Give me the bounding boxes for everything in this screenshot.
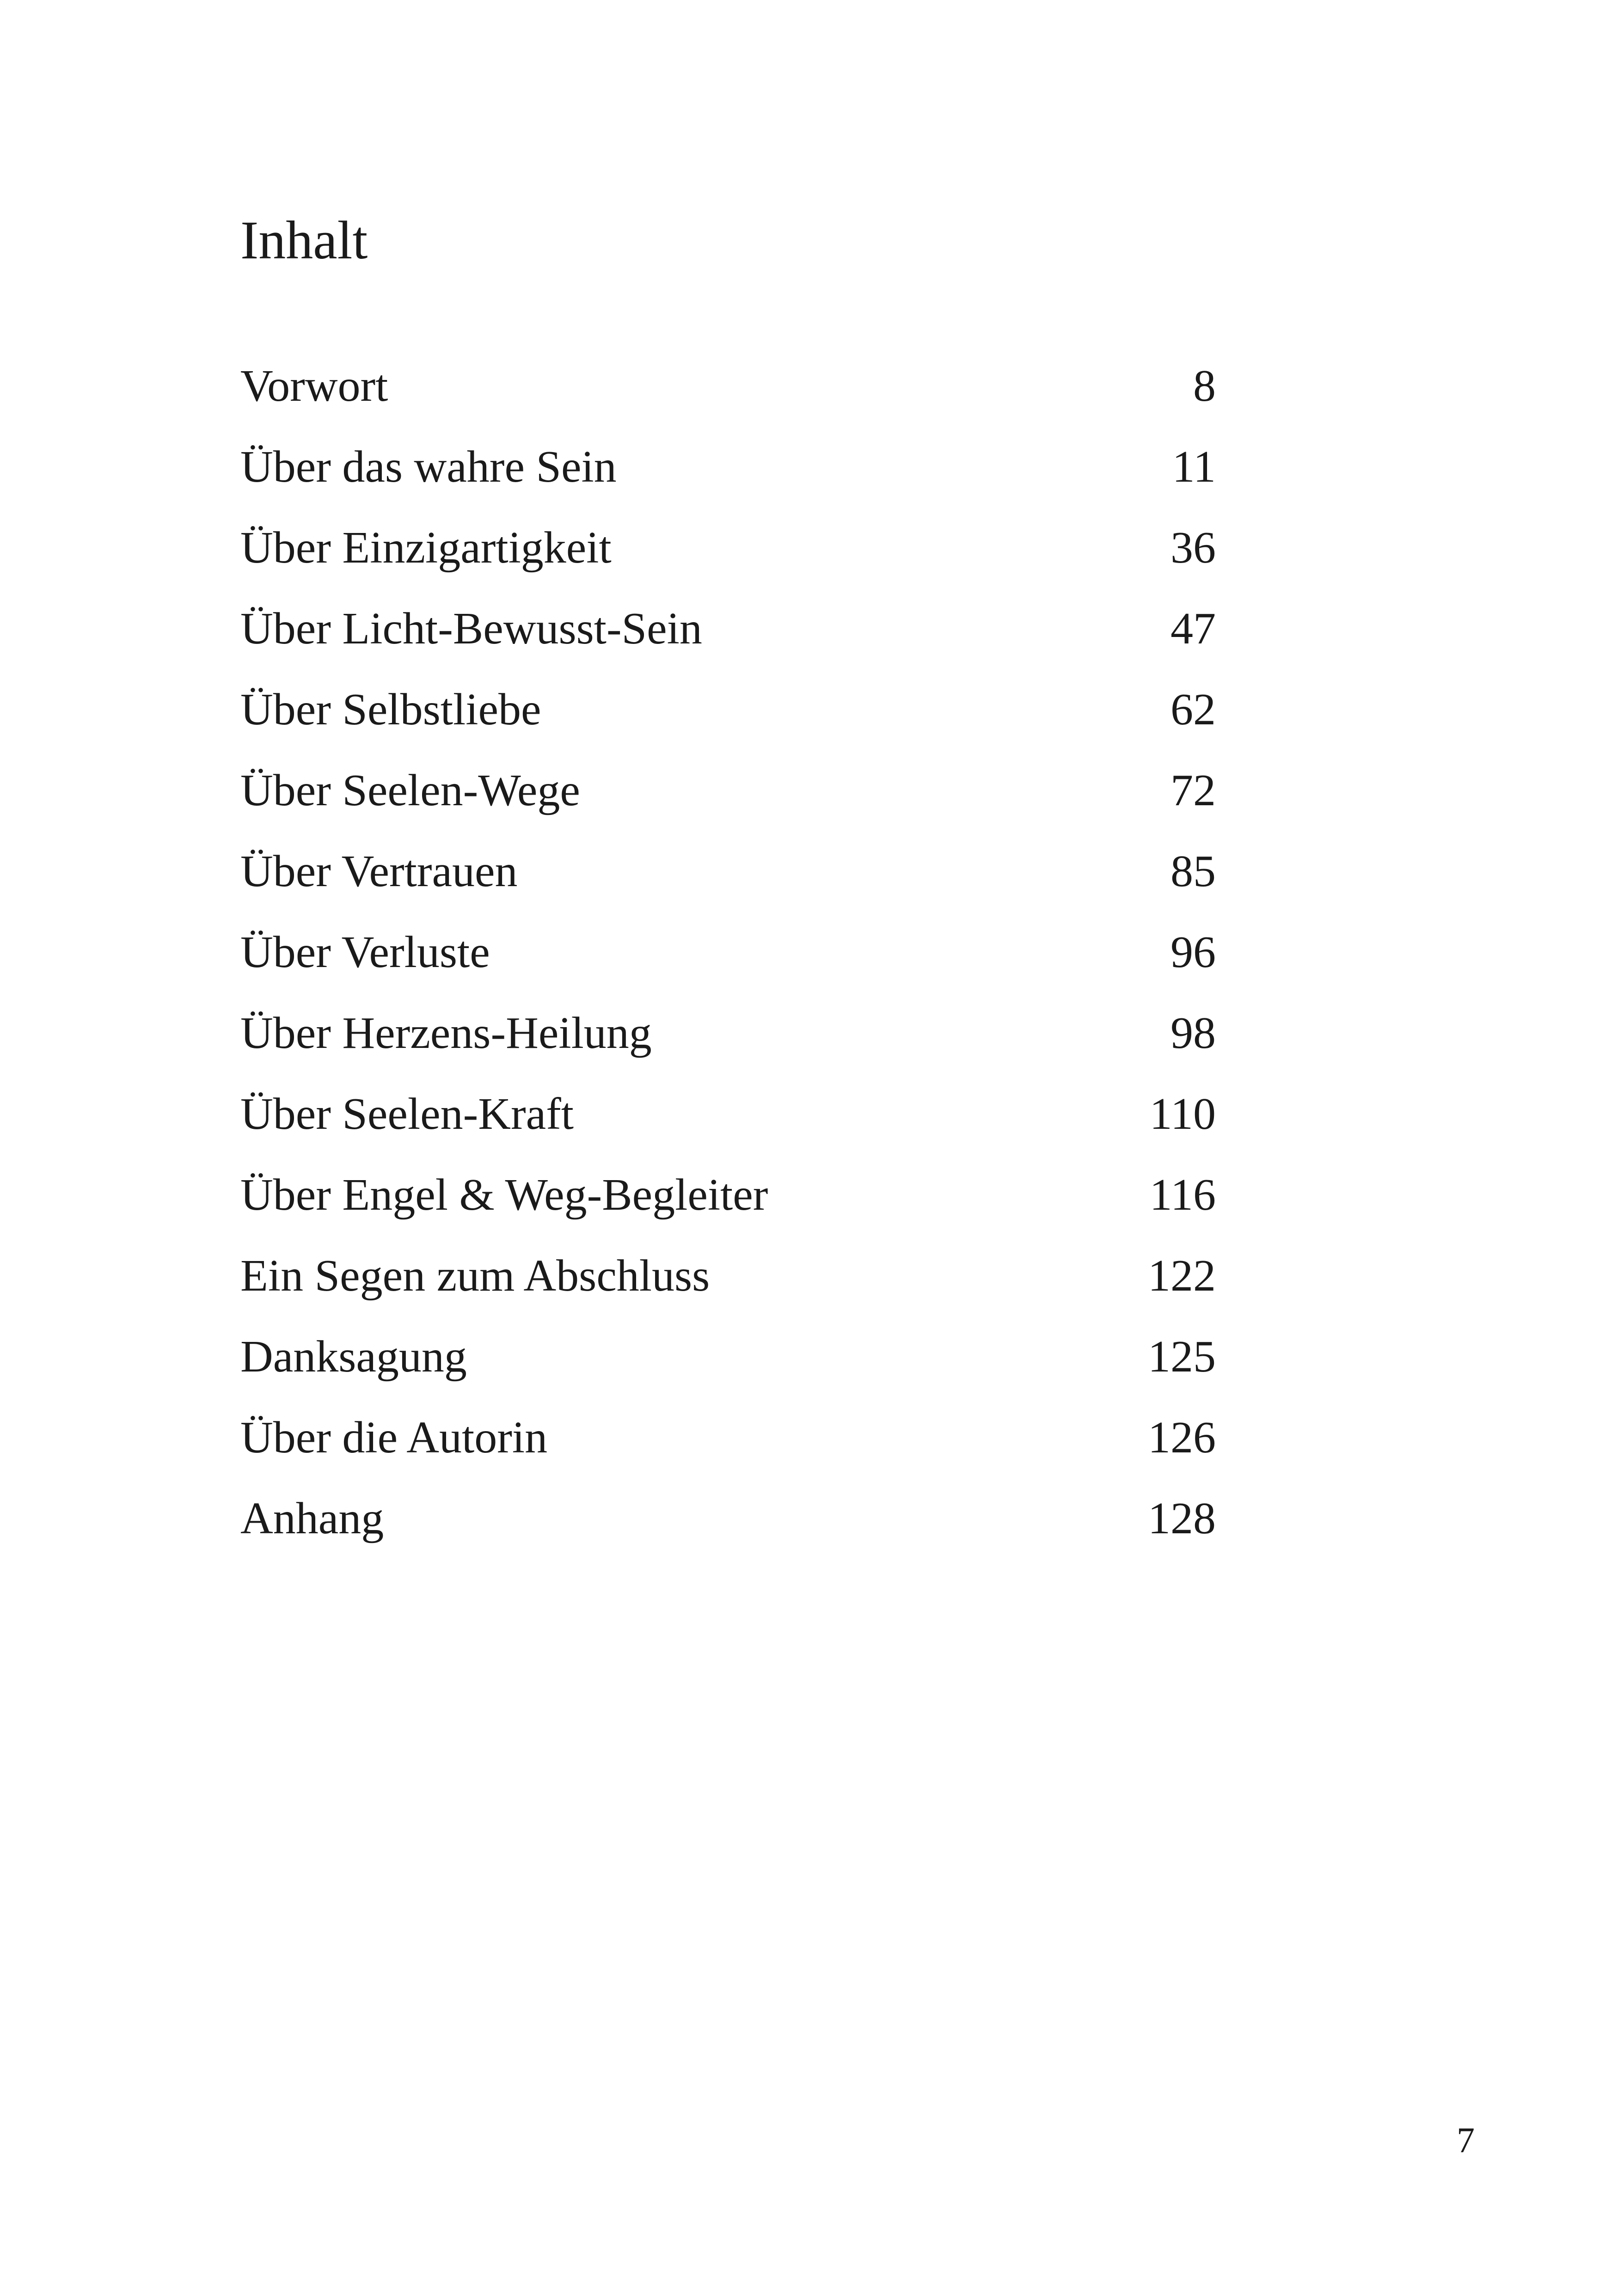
toc-entry <box>240 432 1216 513</box>
toc-entry <box>240 837 1216 918</box>
toc-entry <box>240 675 1216 756</box>
toc-entry-title: Über Herzens-Heilung <box>240 1008 652 1058</box>
table-of-contents <box>240 351 1216 1565</box>
toc-entry-page: 11 <box>1172 442 1216 492</box>
toc-entry-page: 126 <box>1148 1413 1216 1463</box>
toc-entry-title: Über Verluste <box>240 927 490 977</box>
toc-entry-title: Über Licht-Bewusst-Sein <box>240 604 702 654</box>
toc-entry-title: Danksagung <box>240 1332 467 1382</box>
toc-entry-page: 62 <box>1171 685 1216 735</box>
toc-entry-page: 47 <box>1171 604 1216 654</box>
toc-entry <box>240 594 1216 675</box>
toc-entry <box>240 351 1216 432</box>
toc-entry <box>240 918 1216 998</box>
toc-entry <box>240 1160 1216 1241</box>
toc-entry-page: 96 <box>1171 927 1216 977</box>
toc-entry-page: 72 <box>1171 765 1216 815</box>
toc-entry <box>240 1079 1216 1160</box>
toc-entry-page: 125 <box>1148 1332 1216 1382</box>
toc-entry <box>240 1322 1216 1403</box>
toc-entry <box>240 1484 1216 1565</box>
toc-entry <box>240 1403 1216 1484</box>
toc-entry <box>240 1241 1216 1322</box>
toc-entry-title: Über Vertrauen <box>240 846 518 896</box>
toc-entry-page: 110 <box>1149 1089 1216 1139</box>
toc-entry-title: Über Einzigartigkeit <box>240 523 612 573</box>
page-title: Inhalt <box>240 210 368 270</box>
toc-entry-title: Über das wahre Sein <box>240 442 617 492</box>
toc-entry-title: Über Seelen-Kraft <box>240 1089 574 1139</box>
toc-entry <box>240 756 1216 837</box>
toc-entry-title: Über Selbstliebe <box>240 685 541 735</box>
toc-entry <box>240 513 1216 594</box>
toc-entry-page: 116 <box>1149 1170 1216 1220</box>
toc-entry-title: Anhang <box>240 1494 384 1543</box>
toc-entry-page: 98 <box>1171 1008 1216 1058</box>
toc-entry-page: 85 <box>1171 846 1216 896</box>
toc-entry-title: Über Engel & Weg-Begleiter <box>240 1170 768 1220</box>
toc-entry-title: Über Seelen-Wege <box>240 765 580 815</box>
toc-entry-page: 122 <box>1148 1251 1216 1301</box>
toc-entry-page: 36 <box>1171 523 1216 573</box>
toc-entry-title: Vorwort <box>240 361 388 411</box>
toc-entry-page: 128 <box>1148 1494 1216 1543</box>
toc-entry-title: Über die Autorin <box>240 1413 548 1463</box>
toc-entry-title: Ein Segen zum Abschluss <box>240 1251 710 1301</box>
page-number: 7 <box>1457 2120 1475 2160</box>
toc-entry-page: 8 <box>1193 361 1216 411</box>
toc-entry <box>240 998 1216 1079</box>
